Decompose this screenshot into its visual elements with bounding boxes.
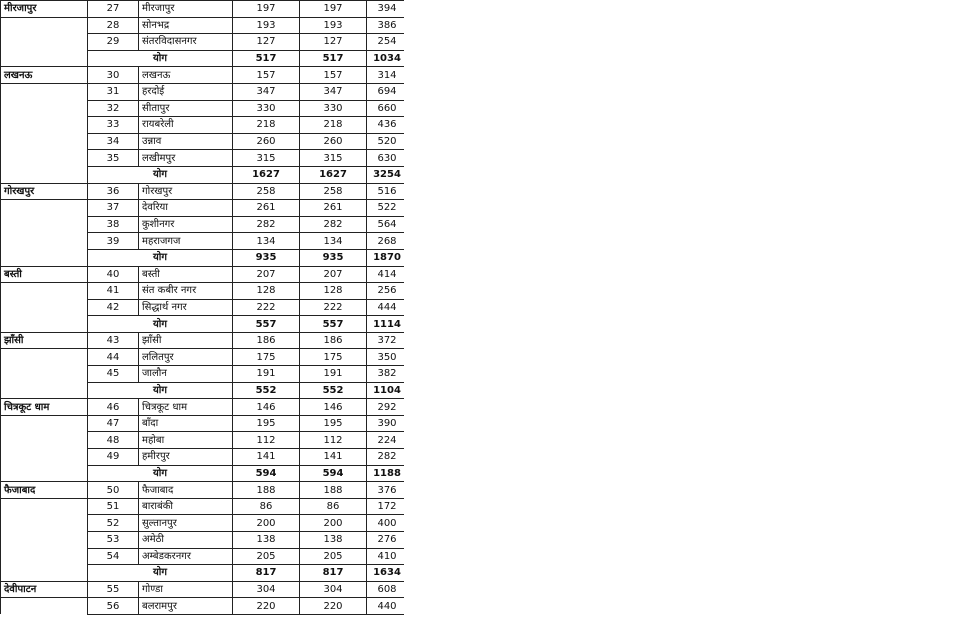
total-row [1, 249, 405, 266]
count-total: 436 [367, 117, 405, 134]
serial-number: 34 [88, 133, 139, 150]
division-name: मीरजापुर [1, 1, 88, 18]
count-b: 304 [300, 581, 367, 598]
total-label: योग [88, 382, 233, 399]
count-b: 141 [300, 449, 367, 466]
total-label: योग [88, 465, 233, 482]
division-blank [1, 449, 88, 466]
count-total: 282 [367, 449, 405, 466]
table-row [1, 67, 405, 84]
serial-number: 56 [88, 598, 139, 615]
total-b: 935 [300, 249, 367, 266]
serial-number: 44 [88, 349, 139, 366]
table-row [1, 17, 405, 34]
district-name: गोण्डा [139, 581, 233, 598]
total-label: योग [88, 565, 233, 582]
total-row [1, 382, 405, 399]
division-blank [1, 283, 88, 300]
district-name: मीरजापुर [139, 1, 233, 18]
count-total: 394 [367, 1, 405, 18]
count-total: 440 [367, 598, 405, 615]
count-total: 276 [367, 532, 405, 549]
count-a: 146 [233, 399, 300, 416]
count-a: 195 [233, 415, 300, 432]
count-b: 218 [300, 117, 367, 134]
district-name: फैजाबाद [139, 482, 233, 499]
total-sum: 3254 [367, 166, 405, 183]
district-name: झाँसी [139, 332, 233, 349]
total-sum: 1188 [367, 465, 405, 482]
serial-number: 48 [88, 432, 139, 449]
count-b: 347 [300, 83, 367, 100]
count-a: 205 [233, 548, 300, 565]
division-blank [1, 349, 88, 366]
count-b: 188 [300, 482, 367, 499]
count-total: 350 [367, 349, 405, 366]
count-total: 376 [367, 482, 405, 499]
count-a: 260 [233, 133, 300, 150]
count-a: 261 [233, 200, 300, 217]
count-a: 197 [233, 1, 300, 18]
count-b: 193 [300, 17, 367, 34]
serial-number: 31 [88, 83, 139, 100]
division-blank [1, 432, 88, 449]
count-a: 207 [233, 266, 300, 283]
count-a: 188 [233, 482, 300, 499]
total-sum: 1870 [367, 249, 405, 266]
district-name: हरदोई [139, 83, 233, 100]
serial-number: 41 [88, 283, 139, 300]
district-name: लखनऊ [139, 67, 233, 84]
division-name: चित्रकूट धाम [1, 399, 88, 416]
division-blank [1, 150, 88, 167]
district-name: जालौन [139, 366, 233, 383]
table-row [1, 399, 405, 416]
serial-number: 47 [88, 415, 139, 432]
count-total: 224 [367, 432, 405, 449]
total-label: योग [88, 166, 233, 183]
count-total: 400 [367, 515, 405, 532]
table-row [1, 200, 405, 217]
table-row [1, 216, 405, 233]
count-total: 382 [367, 366, 405, 383]
count-b: 330 [300, 100, 367, 117]
count-total: 660 [367, 100, 405, 117]
count-a: 347 [233, 83, 300, 100]
count-b: 112 [300, 432, 367, 449]
count-a: 127 [233, 34, 300, 51]
district-name: सिद्धार्थ नगर [139, 299, 233, 316]
total-row [1, 465, 405, 482]
division-blank [1, 498, 88, 515]
count-a: 220 [233, 598, 300, 615]
serial-number: 52 [88, 515, 139, 532]
table-row [1, 83, 405, 100]
district-name: अम्बेडकरनगर [139, 548, 233, 565]
count-b: 222 [300, 299, 367, 316]
division-blank [1, 17, 88, 34]
serial-number: 37 [88, 200, 139, 217]
count-total: 386 [367, 17, 405, 34]
count-a: 134 [233, 233, 300, 250]
total-a: 557 [233, 316, 300, 333]
district-name: बाराबंकी [139, 498, 233, 515]
serial-number: 39 [88, 233, 139, 250]
serial-number: 46 [88, 399, 139, 416]
count-b: 220 [300, 598, 367, 615]
division-blank [1, 532, 88, 549]
count-a: 191 [233, 366, 300, 383]
count-b: 258 [300, 183, 367, 200]
total-sum: 1034 [367, 50, 405, 67]
table-row [1, 432, 405, 449]
count-a: 258 [233, 183, 300, 200]
table-row [1, 34, 405, 51]
serial-number: 54 [88, 548, 139, 565]
table-row [1, 532, 405, 549]
count-a: 304 [233, 581, 300, 598]
count-b: 261 [300, 200, 367, 217]
count-a: 128 [233, 283, 300, 300]
table-row [1, 349, 405, 366]
total-a: 817 [233, 565, 300, 582]
total-row [1, 565, 405, 582]
district-name: देवरिया [139, 200, 233, 217]
count-total: 630 [367, 150, 405, 167]
count-a: 175 [233, 349, 300, 366]
division-blank [1, 166, 88, 183]
serial-number: 27 [88, 1, 139, 18]
count-total: 172 [367, 498, 405, 515]
serial-number: 43 [88, 332, 139, 349]
division-blank [1, 515, 88, 532]
district-name: सोनभद्र [139, 17, 233, 34]
count-total: 256 [367, 283, 405, 300]
division-blank [1, 382, 88, 399]
serial-number: 38 [88, 216, 139, 233]
count-total: 410 [367, 548, 405, 565]
division-name: गोरखपुर [1, 183, 88, 200]
table-row [1, 332, 405, 349]
table-body [1, 1, 405, 615]
count-total: 608 [367, 581, 405, 598]
serial-number: 55 [88, 581, 139, 598]
division-name: झाँसी [1, 332, 88, 349]
total-b: 552 [300, 382, 367, 399]
count-total: 414 [367, 266, 405, 283]
count-b: 200 [300, 515, 367, 532]
total-label: योग [88, 249, 233, 266]
count-total: 520 [367, 133, 405, 150]
count-total: 564 [367, 216, 405, 233]
serial-number: 50 [88, 482, 139, 499]
division-blank [1, 565, 88, 582]
total-b: 517 [300, 50, 367, 67]
count-b: 186 [300, 332, 367, 349]
district-name: ललितपुर [139, 349, 233, 366]
count-b: 86 [300, 498, 367, 515]
division-blank [1, 249, 88, 266]
count-total: 516 [367, 183, 405, 200]
total-sum: 1114 [367, 316, 405, 333]
district-name: कुशीनगर [139, 216, 233, 233]
table-row [1, 266, 405, 283]
table-row [1, 1, 405, 18]
total-a: 552 [233, 382, 300, 399]
district-name: महोबा [139, 432, 233, 449]
division-blank [1, 233, 88, 250]
table-row [1, 299, 405, 316]
division-blank [1, 100, 88, 117]
division-blank [1, 598, 88, 615]
count-b: 128 [300, 283, 367, 300]
table-row [1, 548, 405, 565]
table-row [1, 117, 405, 134]
district-name: चित्रकूट धाम [139, 399, 233, 416]
serial-number: 49 [88, 449, 139, 466]
division-blank [1, 299, 88, 316]
count-a: 330 [233, 100, 300, 117]
district-name: उन्नाव [139, 133, 233, 150]
total-a: 594 [233, 465, 300, 482]
division-blank [1, 366, 88, 383]
count-b: 207 [300, 266, 367, 283]
district-name: बलरामपुर [139, 598, 233, 615]
count-total: 292 [367, 399, 405, 416]
total-label: योग [88, 316, 233, 333]
count-a: 112 [233, 432, 300, 449]
count-total: 522 [367, 200, 405, 217]
total-sum: 1104 [367, 382, 405, 399]
table-row [1, 183, 405, 200]
count-b: 191 [300, 366, 367, 383]
count-a: 193 [233, 17, 300, 34]
division-blank [1, 548, 88, 565]
total-b: 817 [300, 565, 367, 582]
table-row [1, 233, 405, 250]
serial-number: 40 [88, 266, 139, 283]
count-total: 694 [367, 83, 405, 100]
division-blank [1, 34, 88, 51]
district-name: बाँदा [139, 415, 233, 432]
total-row [1, 166, 405, 183]
count-total: 314 [367, 67, 405, 84]
district-name: संतरविदासनगर [139, 34, 233, 51]
count-b: 282 [300, 216, 367, 233]
division-blank [1, 415, 88, 432]
district-table [0, 0, 404, 615]
table-row [1, 100, 405, 117]
count-total: 444 [367, 299, 405, 316]
count-a: 138 [233, 532, 300, 549]
total-sum: 1634 [367, 565, 405, 582]
district-table-scan [0, 0, 404, 623]
count-b: 175 [300, 349, 367, 366]
district-name: बस्ती [139, 266, 233, 283]
count-b: 127 [300, 34, 367, 51]
district-name: गोरखपुर [139, 183, 233, 200]
count-a: 222 [233, 299, 300, 316]
serial-number: 30 [88, 67, 139, 84]
serial-number: 36 [88, 183, 139, 200]
district-name: अमेठी [139, 532, 233, 549]
serial-number: 53 [88, 532, 139, 549]
division-name: फैजाबाद [1, 482, 88, 499]
table-row [1, 515, 405, 532]
count-b: 197 [300, 1, 367, 18]
district-name: संत कबीर नगर [139, 283, 233, 300]
count-total: 372 [367, 332, 405, 349]
total-row [1, 316, 405, 333]
division-name: देवीपाटन [1, 581, 88, 598]
count-a: 141 [233, 449, 300, 466]
count-b: 134 [300, 233, 367, 250]
count-total: 390 [367, 415, 405, 432]
serial-number: 29 [88, 34, 139, 51]
table-row [1, 598, 405, 615]
table-row [1, 415, 405, 432]
table-row [1, 449, 405, 466]
count-total: 268 [367, 233, 405, 250]
count-b: 157 [300, 67, 367, 84]
total-b: 594 [300, 465, 367, 482]
count-a: 315 [233, 150, 300, 167]
count-a: 200 [233, 515, 300, 532]
serial-number: 33 [88, 117, 139, 134]
division-blank [1, 83, 88, 100]
count-b: 195 [300, 415, 367, 432]
count-b: 260 [300, 133, 367, 150]
total-b: 557 [300, 316, 367, 333]
district-name: हमीरपुर [139, 449, 233, 466]
division-name: बस्ती [1, 266, 88, 283]
serial-number: 32 [88, 100, 139, 117]
total-b: 1627 [300, 166, 367, 183]
division-blank [1, 316, 88, 333]
serial-number: 42 [88, 299, 139, 316]
total-a: 1627 [233, 166, 300, 183]
count-total: 254 [367, 34, 405, 51]
district-name: सुल्तानपुर [139, 515, 233, 532]
district-name: महराजगज [139, 233, 233, 250]
count-b: 146 [300, 399, 367, 416]
division-name: लखनऊ [1, 67, 88, 84]
table-row [1, 366, 405, 383]
division-blank [1, 133, 88, 150]
district-name: सीतापुर [139, 100, 233, 117]
count-b: 315 [300, 150, 367, 167]
division-blank [1, 50, 88, 67]
table-row [1, 498, 405, 515]
total-a: 517 [233, 50, 300, 67]
division-blank [1, 200, 88, 217]
table-row [1, 133, 405, 150]
count-a: 157 [233, 67, 300, 84]
serial-number: 51 [88, 498, 139, 515]
total-label: योग [88, 50, 233, 67]
district-name: रायबरेली [139, 117, 233, 134]
count-a: 186 [233, 332, 300, 349]
division-blank [1, 465, 88, 482]
serial-number: 45 [88, 366, 139, 383]
count-b: 138 [300, 532, 367, 549]
count-a: 218 [233, 117, 300, 134]
table-row [1, 283, 405, 300]
total-a: 935 [233, 249, 300, 266]
district-name: लखीमपुर [139, 150, 233, 167]
table-row [1, 482, 405, 499]
serial-number: 35 [88, 150, 139, 167]
count-a: 282 [233, 216, 300, 233]
division-blank [1, 117, 88, 134]
count-b: 205 [300, 548, 367, 565]
table-row [1, 581, 405, 598]
serial-number: 28 [88, 17, 139, 34]
total-row [1, 50, 405, 67]
division-blank [1, 216, 88, 233]
table-row [1, 150, 405, 167]
count-a: 86 [233, 498, 300, 515]
